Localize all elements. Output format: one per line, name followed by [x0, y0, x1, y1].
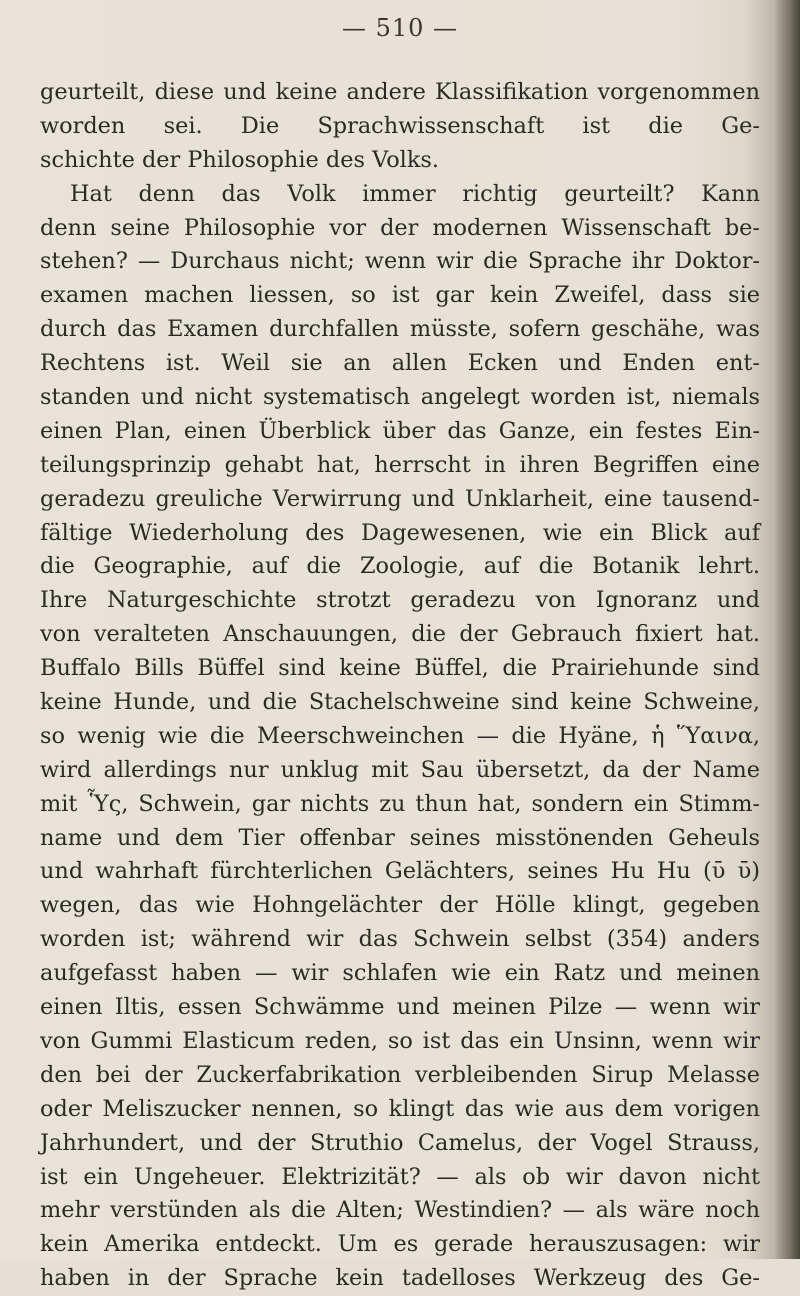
text-line: aufgefasst haben — wir schlafen wie ein Ratz und meinen [40, 960, 760, 987]
text-line: geurteilt, diese und keine andere Klassifikation vorgenommen [40, 79, 760, 105]
text-line: worden ist; während wir das Schwein selbst (354) anders [40, 926, 760, 953]
text-line: worden sei. Die Sprachwissenschaft ist die Ge- [40, 112, 760, 139]
text-line: von veralteten Anschauungen, die der Gebrauch fixiert hat. [40, 621, 760, 648]
text-line: oder Meliszucker nennen, so klingt das wie aus dem vorigen [40, 1095, 760, 1122]
text-line: Hat denn das Volk immer richtig geurteilt? Kann [70, 180, 760, 207]
text-line: und wahrhaft fürchterlichen Gelächters, seines Hu Hu (ῡ ῡ) [40, 858, 760, 885]
text-line: einen Iltis, essen Schwämme und meinen Pilze — wenn wir [40, 994, 760, 1021]
text-line: durch das Examen durchfallen müsste, sofern geschähe, was [40, 316, 760, 343]
text-line: denn seine Philosophie vor der modernen Wissenschaft be- [40, 214, 760, 241]
page-number: — 510 — [341, 14, 459, 42]
text-line: wegen, das wie Hohngelächter der Hölle klingt, gegeben [40, 892, 760, 919]
text-line: kein Amerika entdeckt. Um es gerade herauszusagen: wir [40, 1231, 760, 1258]
text-line: ist ein Ungeheuer. Elektrizität? — als ob wir davon nicht [40, 1163, 760, 1190]
text-line: keine Hunde, und die Stachelschweine sind keine Schweine, [40, 689, 760, 716]
text-line: stehen? — Durchaus nicht; wenn wir die Sprache ihr Doktor- [40, 248, 760, 275]
text-line: geradezu greuliche Verwirrung und Unklarheit, eine tausend- [40, 485, 760, 512]
text-line: Buffalo Bills Büffel sind keine Büffel, die Prairiehunde sind [40, 655, 760, 682]
text-line: teilungsprinzip gehabt hat, herrscht in ihren Begriffen eine [40, 451, 760, 478]
body-text [40, 76, 760, 1296]
text-line: schichte der Philosophie des Volks. [40, 146, 440, 173]
text-line: einen Plan, einen Überblick über das Ganze, ein festes Ein- [40, 417, 760, 444]
text-line: mit Ὗς, Schwein, gar nichts zu thun hat, sondern ein Stimm- [40, 790, 760, 817]
text-line: die Geographie, auf die Zoologie, auf die Botanik lehrt. [40, 553, 760, 580]
text-line: so wenig wie die Meerschweinchen — die Hyäne, ἡ Ὕαινα, [40, 722, 760, 749]
text-line: wird allerdings nur unklug mit Sau übersetzt, da der Name [40, 756, 760, 783]
text-line: name und dem Tier offenbar seines misstönenden Geheuls [40, 824, 760, 851]
text-line: Ihre Naturgeschichte strotzt geradezu von Ignoranz und [40, 587, 760, 614]
text-line: von Gummi Elasticum reden, so ist das ein Unsinn, wenn wir [40, 1027, 760, 1054]
text-line: Rechtens ist. Weil sie an allen Ecken und Enden ent- [40, 350, 760, 377]
text-line: Jahrhundert, und der Struthio Camelus, der Vogel Strauss, [40, 1129, 760, 1156]
text-line: haben in der Sprache kein tadelloses Werkzeug des Ge- [40, 1265, 760, 1292]
text-line: den bei der Zuckerfabrikation verbleibenden Sirup Melasse [40, 1061, 760, 1088]
page-edge-shadow [774, 0, 800, 1259]
text-line: examen machen liessen, so ist gar kein Zweifel, dass sie [40, 282, 760, 309]
text-line: mehr verstünden als die Alten; Westindien? — als wäre noch [40, 1197, 760, 1224]
text-line: standen und nicht systematisch angelegt worden ist, niemals [40, 384, 760, 411]
text-line: fältige Wiederholung des Dagewesenen, wie ein Blick auf [40, 519, 760, 546]
